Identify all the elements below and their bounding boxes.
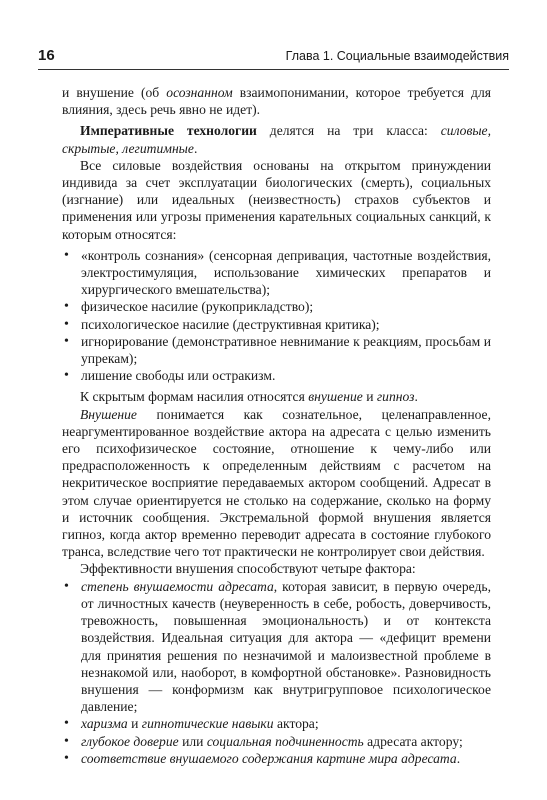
emphasis: глубокое доверие bbox=[81, 733, 179, 749]
text-run: . bbox=[414, 389, 418, 405]
running-header bbox=[38, 47, 509, 70]
page-body bbox=[62, 84, 491, 767]
emphasis: соответствие внушаемого содержания картине мира адресата bbox=[81, 750, 457, 766]
text-run: и bbox=[362, 389, 377, 405]
text-run: актора; bbox=[273, 716, 319, 732]
paragraph-suggestion-definition bbox=[62, 406, 491, 561]
text-run: и bbox=[127, 716, 142, 732]
text-run: делятся на три класса: bbox=[256, 123, 441, 139]
factors-list bbox=[62, 578, 491, 767]
emphasis: Внушение bbox=[80, 406, 137, 422]
paragraph-imperative-technologies bbox=[62, 122, 491, 156]
paragraph-hidden-forms bbox=[62, 388, 491, 405]
emphasis: харизма bbox=[81, 716, 128, 732]
list-item bbox=[62, 578, 491, 716]
chapter-title: Глава 1. Социальные взаимодействия bbox=[285, 49, 509, 63]
list-item: • физическое насилие (рукоприкладство); bbox=[62, 298, 491, 315]
emphasis: осознанном bbox=[166, 85, 233, 100]
list-item bbox=[62, 733, 491, 750]
paragraph-factors-intro: Эффективности внушения способствуют четыре фактора: bbox=[80, 561, 416, 577]
text-run: и внушение (об bbox=[62, 85, 167, 100]
paragraph-force-impacts: Все силовые воздействия основаны на открытом принуждении индивида за счет эксплуатации биологических (смерть), социальных (изгнание) или идеальных (неизвестность) страхов субъектов и применения или угрозы применения карательных социальных санкций, к которым относятся: bbox=[62, 157, 491, 242]
term-bold: Императивные технологии bbox=[80, 123, 257, 139]
list-item bbox=[62, 715, 491, 732]
list-item: • психологическое насилие (деструктивная критика); bbox=[62, 316, 491, 333]
emphasis: гипноз bbox=[376, 389, 415, 405]
emphasis: гипнотические навыки bbox=[141, 716, 274, 732]
text-run: понимается как сознательное, целенаправленное, неаргументированное воздействие актора на адресата с целью изменить его психофизическое состояние, отношение к чему-либо или предрасположенность к определенным действиям с расчетом на некритическое восприятие передаваемых актором сообщений. Адресат в этом случае ориентируется не столько на содержание, сколько на форму и источник сообщения. Экстремальной формой внушения является гипноз, когда актор временно переводит адресата в состояние глубокого транса, вследствие чего тот практически не контролирует свои действия. bbox=[62, 406, 491, 560]
emphasis: силовые, скрытые, легитимные bbox=[62, 123, 491, 156]
text-run: адресата актору; bbox=[363, 733, 463, 749]
list-item: • лишение свободы или остракизм. bbox=[62, 367, 491, 384]
text-run: К скрытым формам насилия относятся bbox=[80, 389, 309, 405]
paragraph-continuation bbox=[62, 84, 491, 118]
emphasis: социальная подчиненность bbox=[206, 733, 364, 749]
text-run: . bbox=[193, 140, 198, 156]
text-run: , которая зависит, в первую очередь, от личностных качеств (неуверенность в себе, робость, доверчивость, тревожность, повышенная эмоциональность) и от контекста воздействия. Идеальная ситуация для актора — «дефицит времени для принятия решения по незначимой и малоизвестной проблеме в незнакомой или, наоборот, в комфортной обстановке». Разновидность внушения — конформизм как внутригрупповое психологическое давление; bbox=[81, 578, 491, 715]
sanctions-list bbox=[62, 247, 491, 385]
emphasis: степень внушаемости адресата bbox=[81, 578, 274, 594]
emphasis: внушение bbox=[308, 389, 363, 405]
text-run: взаимопонимании, которое требуется для влияния, здесь речь явно не идет). bbox=[62, 85, 491, 118]
list-item: • «контроль сознания» (сенсорная депривация, частотные воздействия, электростимуляция, использование химических препаратов и хирургического вмешательства); bbox=[62, 247, 491, 299]
page-number: 16 bbox=[38, 47, 55, 64]
text-run: или bbox=[178, 733, 207, 749]
text-run: . bbox=[456, 750, 461, 766]
list-item bbox=[62, 750, 491, 767]
list-item: • игнорирование (демонстративное невнимание к реакциям, просьбам и упрекам); bbox=[62, 333, 491, 367]
